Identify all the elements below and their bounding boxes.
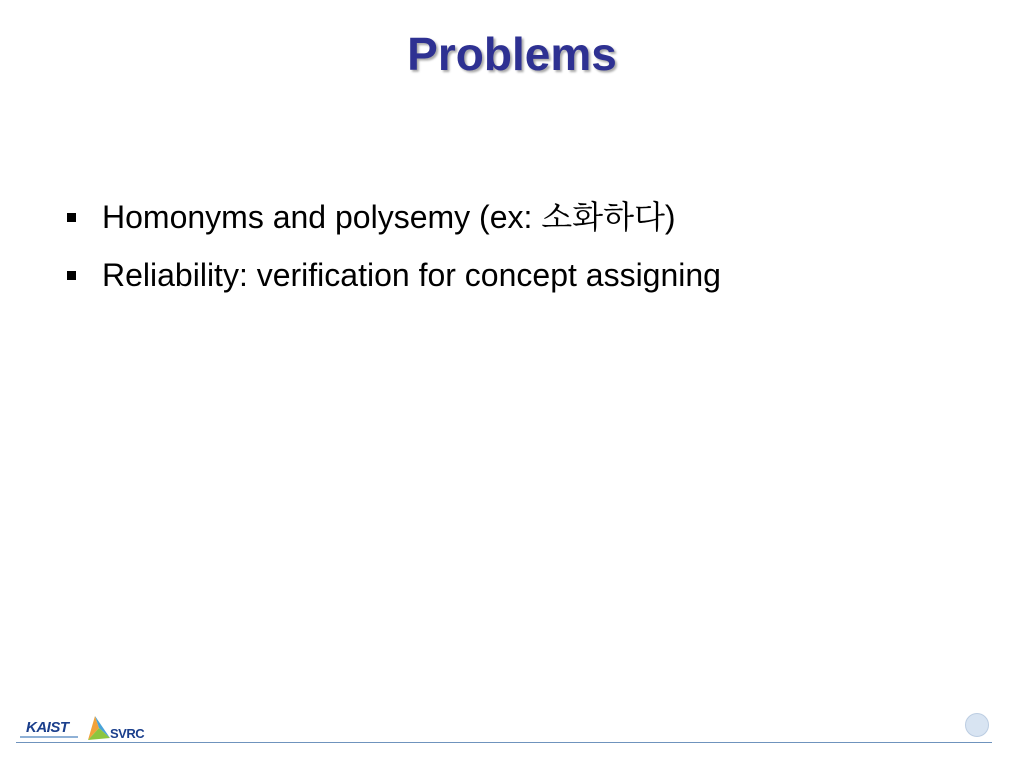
- kaist-logo-text: KAIST: [26, 719, 69, 736]
- svrc-logo: [86, 714, 152, 742]
- bullet-text: Homonyms and polysemy (ex: 소화하다): [102, 199, 676, 235]
- square-bullet-icon: [67, 271, 76, 280]
- bullet-item-homonyms: [62, 188, 982, 246]
- bullet-text: Reliability: verification for concept assigning: [102, 257, 721, 293]
- square-bullet-icon: [67, 213, 76, 222]
- slide-title: Problems: [407, 28, 617, 80]
- kaist-logo: [20, 718, 78, 740]
- circle-icon: [965, 713, 989, 737]
- bullet-item-reliability: [62, 246, 982, 304]
- footer-divider: [16, 742, 992, 743]
- kaist-logo-underline: [20, 736, 78, 738]
- svrc-logo-text: SVRC: [110, 726, 145, 741]
- svrc-mark-icon: [86, 714, 112, 742]
- bullet-list: [62, 188, 982, 304]
